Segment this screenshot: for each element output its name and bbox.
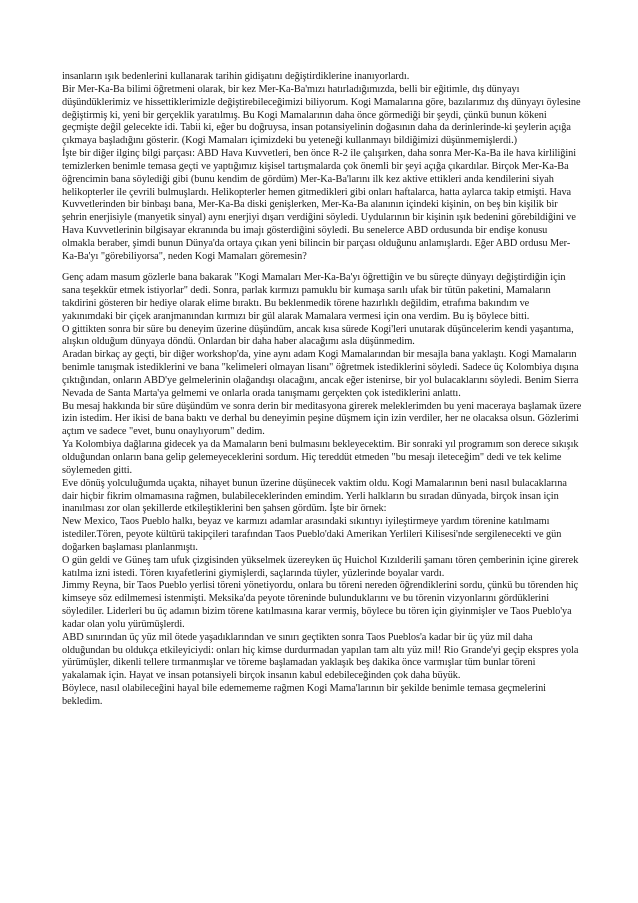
paragraph-13: ABD sınırından üç yüz mil ötede yaşadıklarından ve sınırı geçtikten sonra Taos Pueblos'a kadar bir üç yüz mil daha olduğundan bu oldukça etkileyiciydi: onları hiç kimse durdurmadan yapılan tam altı yüz mil! Rio Grande'yi geçip ekspres yola yürümüşler, dikenli tellere tırmanmışlar ve töreme başlamadan yaklaşık beş dakika önce varmışlar tüm bunlar töreni yakalamak için. Hayat ve insan potansiyeli birçok insanın kabul edebileceğinden çok daha büyük. (62, 631, 579, 682)
paragraph-1: insanların ışık bedenlerini kullanarak tarihin gidişatını değiştirdiklerine inanıyorlardı. (62, 71, 410, 82)
paragraph-9: Eve dönüş yolculuğumda uçakta, nihayet bunun üzerine düşünecek vaktim oldu. Kogi Mamalarının beni nasıl bulacaklarına dair hiçbir fikrim olmamasına rağmen, bulabileceklerinden emindim. Yerli halkların bu sıradan dünyada, birçok insan için inanılması zor olan şekillerde etkileştiklerini ben şahsen gördüm. İşte bir örnek: (62, 477, 567, 515)
document-page (62, 71, 582, 709)
paragraph-7: Bu mesaj hakkında bir süre düşündüm ve sonra derin bir meditasyona girerek meleklerimden bu yeni maceraya başlamak üzere izin istedim. Her ikisi de bana baktı ve derhal bu deneyimin peşine düşmem için izin verdiler, her ne olacaksa olsun. Gözlerimi açtım ve sadece "evet, bunu onaylıyorum" dedim. (62, 400, 582, 438)
paragraph-3: İşte bir diğer ilginç bilgi parçası: ABD Hava Kuvvetleri, ben önce R-2 ile çalışırken, daha sonra Mer-Ka-Ba ile hava kirliliğini temizlerken benimle temasa geçti ve yaptığımız kişisel tartışmalarda çok önemli bir şeyi açığa çıkardılar. Birçok Mer-Ka-Ba öğrencimin bana söylediği gibi (bunu kendim de gördüm) Mer-Ka-Ba'larını ilk kez aktive ettikleri anda kendilerini siyah helikopterler ile çevrili bulmuşlardı. Helikopterler hemen gitmedikleri gibi onları haftalarca, hatta aylarca takip etmişti. Hava Kuvvetlerinden bir binbaşı bana, Mer-Ka-Ba diski genişlerken, Mer-Ka-Ba alanının içindeki kişinin, on beş bin kişilik bir şehrin enerjisiyle (manyetik sinyal) aynı enerjiyi dışarı verdiğini söyledi. Uydularının bir kişinin ışık bedenini görebildiğini ve Hava Kuvvetlerinin bilgisayar ekranında bu imajı gösterdiğini söyledi. Bu senelerce ABD ordusunda bir endişe konusu olmakla beraber, şimdi bunun Dünya'da ortaya çıkan yeni bilincin bir parçası olduğunu anlamışlardı. Eğer ABD ordusu Mer-Ka-Ba'yı "görebiliyorsa", neden Kogi Mamaları göremesin? (62, 148, 577, 262)
paragraph-4: Genç adam masum gözlerle bana bakarak "Kogi Mamaları Mer-Ka-Ba'yı öğrettiğin ve bu süreçte dünyayı değiştirdiğin için sana teşekkür etmek istiyorlar" dedi. Sonra, parlak kırmızı pamuklu bir kumaşa sarılı ufak bir tütün paketini, Mamaların takdirini gösteren bir hediye olarak elime bıraktı. Bu beklenmedik törene hazırlıklı değildim, etrafıma bakındım ve yakınımdaki bir çiçek aranjmanından kırmızı bir gül alarak Mamalara vermesi için ona verdim. Bu iş böylece bitti. (62, 272, 566, 322)
paragraph-11: O gün geldi ve Güneş tam ufuk çizgisinden yükselmek üzereyken üç Huichol Kızılderili şamanı tören çemberinin içine girerek katılma izni istedi. Tören kıyafetlerini giymişlerdi, saçlarında tüyler, yüzlerinde boyalar vardı. (62, 554, 579, 579)
paragraph-14: Böylece, nasıl olabileceğini hayal bile edemememe rağmen Kogi Mama'larının bir şekilde benimle temasa geçmelerini bekledim. (62, 683, 546, 707)
paragraph-2: Bir Mer-Ka-Ba bilimi öğretmeni olarak, bir kez Mer-Ka-Ba'mızı hatırladığımızda, belli bir eğitimle, dış dünyayı düşündüklerimiz ve hissettiklerimizle değiştirebileceğimizi biliyorum. Kogi Mamalarına göre, bazılarımız dış dünyayı öylesine değiştirmiş ki, yeni bir gerçeklik yaratılmış. Bu Kogi Mamalarının daha önce görmediği bir şeydi, çünkü bunun kökeni geçmişte değil gelecekte idi. Tabii ki, eğer bu doğruysa, insan potansiyelinin doğasının daha da derinlerinde-ki şeylerin açığa çıkmaya başladığını gösterir. (Kogi Mamaları içimizdeki bu yeteneği kullanmayı bildiğimizi düşünmemişlerdi.) (62, 83, 581, 147)
paragraph-5: O gittikten sonra bir süre bu deneyim üzerine düşündüm, ancak kısa sürede Kogi'leri unutarak düşüncelerim kendi yaşantıma, alışkın olduğum dünyaya döndü. Onlardan bir daha haber alacağımı asla düşünmedim. (62, 323, 574, 348)
paragraph-12: Jimmy Reyna, bir Taos Pueblo yerlisi töreni yönetiyordu, onlara bu töreni nereden öğrendiklerini sordu, çünkü bu törenden hiç kimseye söz edilmemesi istenmişti. Meksika'da peyote töreninde bulunduklarını ve bu törenin vizyonlarını gördüklerini söylediler. Liderleri bu üç adamın bizim törene katılmasına karar vermiş, böylece bu tören için giyinmişler ve Taos Pueblo'ya kadar olan yolu yürümüşlerdi. (62, 580, 579, 630)
paragraph-8: Ya Kolombiya dağlarına gidecek ya da Mamaların beni bulmasını bekleyecektim. Bir sonraki yıl programım son derece sıkışık olduğundan onların bana gelip gelemeyeceklerini sordum. Hiç tereddüt etmeden "bu mesajı ileteceğim" dedi ve tek kelime söylemeden gitti. (62, 439, 579, 476)
paragraph-10: New Mexico, Taos Pueblo halkı, beyaz ve karmızı adamlar arasındaki sıkıntıyı iyileştirmeye yardım törenine katılmamı istediler.Tören, peyote kültürü takipçileri tarafından Taos Pueblo'daki Amerikan Yerlileri Kilisesi'nde sergilenecekti ve gün doğarken başlaması planlanmıştı. (62, 516, 562, 553)
paragraph-6: Aradan birkaç ay geçti, bir diğer workshop'da, yine aynı adam Kogi Mamalarından bir mesajla bana yaklaştı. Kogi Mamaların benimle tanışmak istediklerini ve bana "kelimeleri olmayan lisanı" öğretmek istediklerini söyledi. Sadece üç Kolombiya dışına çıktığından, onların ABD'ye gelmelerinin olağandışı olacağını, ancak eğer istenirse, bir yol bulacaklarını söyledi. Benim Sierra Nevada de Santa Marta'ya gelmemi ve onlarla orada tanışmamı gerçekten çok istediklerini anlattı. (62, 349, 579, 399)
